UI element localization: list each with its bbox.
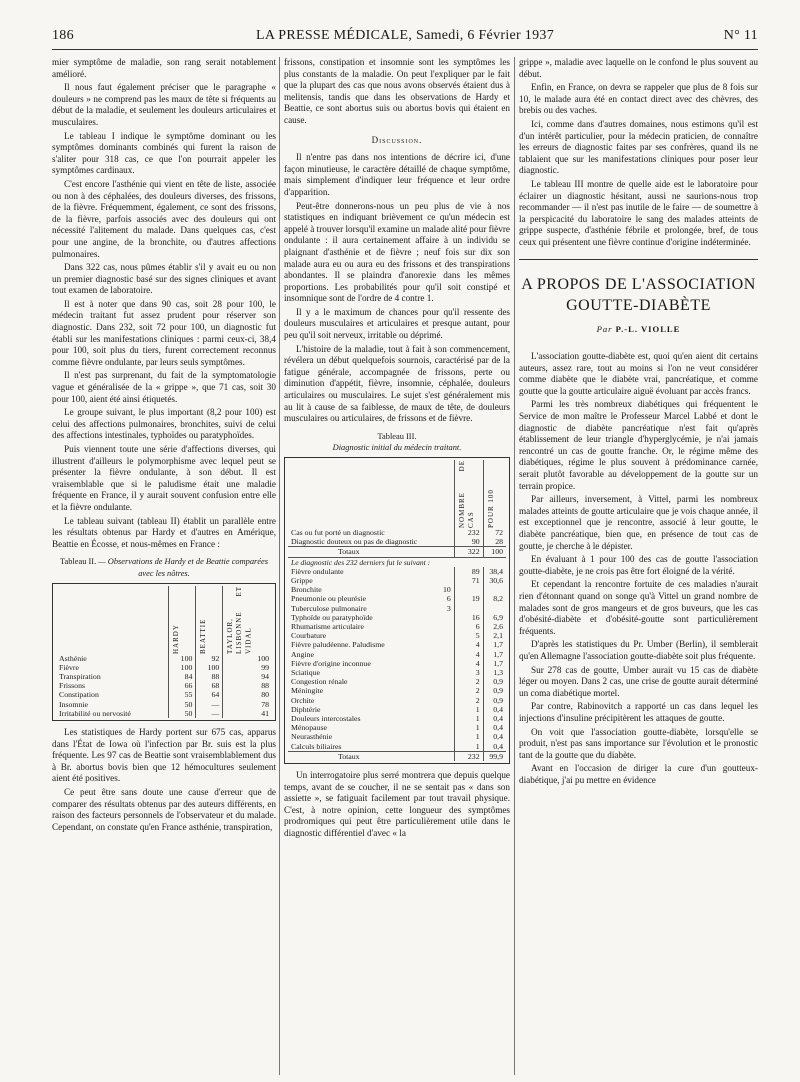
column-1 — [52, 57, 276, 1077]
table-cell — [438, 613, 454, 622]
table2-header: TAYLOR, LISBONNE ET VIDAL — [226, 585, 253, 654]
table-cell: Tuberculose pulmonaire — [291, 603, 367, 613]
table-cell — [438, 567, 454, 576]
table-cell: 100 — [169, 663, 196, 672]
paragraph: Il n'entre pas dans nos intentions de décrire ici, d'une façon minutieuse, le caractère détaillé de chaque symptôme, mais simplement d'indiquer leur fréquence et leur ordre d'apparition. — [284, 152, 510, 197]
table-cell — [483, 585, 506, 594]
table-cell: 232 — [454, 528, 483, 537]
table-cell: 94 — [223, 672, 272, 681]
table-cell: 1,7 — [483, 659, 506, 668]
paragraph: Le tableau III montre de quelle aide est le laboratoire pour éclairer un diagnostic hésitant, aussi ne saurions-nous trop recommander — il n'est pas inutile de le faire — de soumettre à la perspicacité du laboratoire le sang des malades atteints de grippe suspecte, d'asthénie fébrile et prolongée, bref, de tous ceux qui présentent une fièvre continue d'origine indéterminée. — [519, 178, 758, 247]
paragraph: D'après les statistiques du Pr. Umber (Berlin), il semblerait qu'en Allemagne l'association goutte-diabète soit plus fréquente. — [519, 639, 758, 661]
table3-total — [288, 751, 506, 761]
table3-row — [288, 686, 506, 695]
table-cell: 89 — [454, 567, 483, 576]
paragraph: Il est à noter que dans 90 cas, soit 28 pour 100, le médecin traitant fut assez prudent pour réserver son diagnostic. Dans 232, soit 72 pour 100, un diagnostic fut établi sur les manifestations cliniques : parmi ceux-ci, 38,4 pour 100, soit plus du tiers, furent correctement reconnus comme fièvre ondulante, par leurs seuls symptômes. — [52, 298, 276, 367]
table-cell: Ménopause — [291, 723, 327, 733]
table-cell: Grippe — [291, 576, 313, 586]
table3-row — [288, 537, 506, 547]
table3-caption-text: Diagnostic initial du médecin traitant. — [332, 443, 462, 453]
table-cell: 6 — [454, 622, 483, 631]
column-3 — [519, 57, 758, 1077]
paragraph: C'est encore l'asthénie qui vient en tête de liste, associée ou non à des céphalées, des douleurs diverses, des frissons, de la fièvre. Fréquemment, également, ce sont des frissons, de la fièvre, parfois associés avec des douleurs qui ont nécessité l'alitement du malade. Dans quelques cas, c'est pour une angine, de la bronchite, ou d'autres affections pulmonaires. — [52, 178, 276, 259]
table-cell: Diphtérie — [291, 704, 321, 714]
table-cell: Courbature — [291, 631, 327, 641]
table-cell: 99,9 — [483, 751, 506, 761]
table3-row — [288, 585, 506, 594]
table3-row — [288, 528, 506, 537]
table-cell: 0,4 — [483, 714, 506, 723]
table-cell: 50 — [169, 709, 196, 718]
table-cell: 4 — [454, 659, 483, 668]
paragraph: Il y a le maximum de chances pour qu'il ressente des douleurs musculaires et articulaires et presque autant, pour peu qu'il soit nerveux, irritable ou déprimé. — [284, 306, 510, 341]
table-cell: — — [196, 700, 223, 709]
paragraph: L'histoire de la maladie, tout à fait à son commencement, révélera un début quelquefois sournois, caractérisé par de la fatigue générale, accompagnée de frissons, perte ou diminution d'appétit, fièvre, insomnie, céphalée, douleurs articulaires ou musculaires. Le sujet s'est généralement mis au lit à cause de sa faiblesse, de maux de tête, de douleurs musculaires ou articulaires, de frissons et de fièvre. — [284, 343, 510, 424]
table-cell: 0,4 — [483, 742, 506, 752]
table-cell: 0,9 — [483, 677, 506, 686]
table-cell: 100 — [483, 547, 506, 557]
table-cell: 50 — [169, 700, 196, 709]
table-cell: 100 — [169, 654, 196, 663]
table3-row — [288, 742, 506, 752]
paragraph: Sur 278 cas de goutte, Umber aurait vu 15 cas de diabète léger ou moyen. Dans 2 cas, une crise de goutte aurait déterminé un coma diabétique mortel. — [519, 664, 758, 698]
table-cell: Typhoïde ou paratyphoïde — [291, 612, 373, 622]
table-cell: Constipation — [59, 690, 99, 700]
table3 — [284, 457, 510, 764]
table-cell: — — [196, 709, 223, 718]
column-divider — [279, 57, 280, 1075]
table3-row — [288, 650, 506, 659]
table-cell: 6,9 — [483, 613, 506, 622]
table-cell — [483, 604, 506, 613]
table-cell: Cas ou fut porté un diagnostic — [291, 528, 385, 537]
table-cell: 41 — [223, 709, 272, 718]
article-body — [519, 351, 758, 786]
table-cell: Fièvre — [59, 662, 79, 672]
table-cell: 0,4 — [483, 723, 506, 732]
table-cell: 232 — [454, 751, 483, 761]
table3-row — [288, 677, 506, 686]
table-cell: 0,4 — [483, 732, 506, 741]
table3-row — [288, 567, 506, 576]
table-cell: Irritabilité ou nervosité — [59, 708, 131, 718]
paragraph: Le tableau suivant (tableau II) établit un parallèle entre les résultats obtenus par Hardy et d'autres en Amérique, Beattie en Écosse, et nous-mêmes en France : — [52, 515, 276, 549]
table-cell: 90 — [454, 537, 483, 547]
table3-row — [288, 705, 506, 714]
paragraph: L'association goutte-diabète est, quoi qu'en aient dit certains auteurs, assez rare, tout au moins si l'on ne veut considérer comme diabète que le diabète vrai, pancréatique, et comme goutte que la goutte articulaire aiguë évoluant par accès francs. — [519, 351, 758, 396]
table3-row — [288, 668, 506, 677]
table-cell: 1 — [454, 714, 483, 723]
paragraph: On voit que l'association goutte-diabète, lorsqu'elle se produit, n'est pas sans importance sur l'évolution et le pronostic tant de la goutte que du diabète. — [519, 726, 758, 760]
table-cell: 30,6 — [483, 576, 506, 585]
table-cell — [438, 742, 454, 752]
table-cell — [438, 714, 454, 723]
table-cell: Congestion rénale — [291, 677, 348, 687]
table3-caption — [284, 431, 510, 454]
table-cell: 4 — [454, 650, 483, 659]
author-prefix: Par — [596, 323, 613, 334]
paragraph: Parmi les très nombreux diabétiques qui fréquentent le Service de mon maître le Professeur Marcel Labbé et dont le diagnostic de diabète pancréatique n'est fait qu'après établissement de leur triangle d'hyperglycémie, je n'ai jamais rencontré un cas de goutte franche. Or, le régime même des diabétiques, régime le plus souvent à prédominance carnée, serait plutôt favorable au développement de la goutte sur un terrain propice. — [519, 399, 758, 491]
page-number: 186 — [52, 28, 74, 43]
column-2 — [284, 57, 510, 1077]
table-cell: 99 — [223, 663, 272, 672]
paragraph: Ici, comme dans d'autres domaines, nous estimons qu'il est d'un intérêt particulier, pour la médecin praticien, de connaître les erreurs de diagnostic faites par ses confrères, quand ils ne tablaient que sur les manifestations cliniques pour poser leur diagnostic. — [519, 118, 758, 176]
paragraph: En évaluant à 1 pour 100 des cas de goutte l'association goutte-diabète, je ne crois pas être fort éloigné de la vérité. — [519, 554, 758, 576]
table-cell: 84 — [169, 672, 196, 681]
table-cell: 3 — [446, 603, 451, 613]
table-cell: 1,7 — [483, 640, 506, 649]
table3-total-top — [288, 547, 506, 557]
table-cell — [438, 696, 454, 705]
table3-grid — [288, 460, 506, 761]
table-cell — [438, 576, 454, 585]
table-cell: 322 — [454, 547, 483, 557]
table-cell: 1 — [454, 742, 483, 752]
table-cell: Pneumonie ou pleurésie — [291, 594, 366, 604]
table-cell: Diagnostic douteux ou pas de diagnostic — [291, 537, 418, 547]
paragraph: Ce peut être sans doute une cause d'erreur que de comparer des résultats obtenus par des auteurs différents, en raison des facteurs personnels de l'observateur et du malade. Cependant, on constate qu'en France asthénie, transpiration, — [52, 786, 276, 832]
table-cell: 1,3 — [483, 668, 506, 677]
table-cell: Fièvre paludéenne. Paludisme — [291, 640, 385, 650]
table-cell: 38,4 — [483, 567, 506, 576]
table-cell: 88 — [196, 672, 223, 681]
table2-row — [56, 690, 272, 699]
paragraph: Par contre, Rabinovitch a rapporté un cas dans lequel les injections d'insuline précipitèrent les attaques de goutte. — [519, 701, 758, 723]
table2-row — [56, 700, 272, 709]
table-cell — [438, 650, 454, 659]
table-cell: 68 — [196, 681, 223, 690]
table2 — [52, 583, 276, 721]
table2-caption — [52, 556, 276, 579]
table-cell: Méningite — [291, 686, 324, 696]
table2-row — [56, 709, 272, 718]
table3-row — [288, 659, 506, 668]
table2-row — [56, 681, 272, 690]
table-cell: 92 — [196, 654, 223, 663]
table-cell — [438, 640, 454, 649]
table3-row — [288, 714, 506, 723]
paragraph: Et cependant la rencontre fortuite de ces maladies n'aurait rien d'étonnant quand on songe qu'à Vittel un grand nombre de malades sont de gros mangeurs et de gros buveurs, que les cas d'obésité-diabète et d'obésité-goutte sont particulièrement fréquents. — [519, 579, 758, 636]
paragraph: Enfin, en France, on devra se rappeler que plus de 8 fois sur 10, le malade aura été en contact direct avec des chèvres, des brebis ou des vaches. — [519, 82, 758, 116]
table-cell: 6 — [446, 594, 451, 604]
header-rule — [52, 49, 758, 50]
journal-title: LA PRESSE MÉDICALE, Samedi, 6 Février 1937 — [255, 28, 555, 43]
table3-row — [288, 631, 506, 640]
table-cell: Asthénie — [59, 653, 87, 663]
table3-subhead: Le diagnostic des 232 derniers fut le suivant : — [288, 557, 506, 567]
table-cell: 2 — [454, 677, 483, 686]
table-cell — [438, 622, 454, 631]
article-title-line-1: A PROPOS DE L'ASSOCIATION — [521, 275, 756, 293]
table-cell — [454, 585, 483, 594]
table-cell: 19 — [454, 594, 483, 603]
table2-grid — [56, 586, 272, 718]
table-cell — [438, 732, 454, 741]
paragraph: frissons, constipation et insomnie sont les symptômes les plus constants de la maladie. On peut l'expliquer par le fait que la plupart des cas que nous avons observés étaient dus à melitensis, tandis que dans les observations de Hardy et Beattie, ce sont abortus suis ou abortus bovis qui étaient en cause. — [284, 57, 510, 125]
article-separator — [519, 259, 758, 260]
section-heading: Discussion. — [371, 134, 423, 145]
table-cell: Orchite — [291, 695, 315, 705]
table-cell: 71 — [454, 576, 483, 585]
table-cell: 1 — [454, 723, 483, 732]
paragraph: Puis viennent toute une série d'affections diverses, qui illustrent d'ailleurs le polymorphisme avec lequel peut se présenter la fièvre ondulante, à son début. Il est vraisemblable que si le paludisme était une maladie fréquente en France, il y aurait souvent confusion entre elle et la fièvre ondulante. — [52, 444, 276, 512]
table-cell — [454, 604, 483, 613]
table-cell: 5 — [454, 631, 483, 640]
table-cell: Insomnie — [59, 699, 89, 709]
table2-label: Tableau II. — [60, 557, 97, 567]
table-cell: 10 — [442, 585, 451, 595]
paragraph: Un interrogatoire plus serré montrera que depuis quelque temps, avant de se coucher, il ne se sentait pas « dans son assiette », se fatiguait facilement par tout travail physique. C'est, à notre opinion, cette longueur des symptômes prodromiques qui peut être particulièrement utile dans le diagnostic différentiel d'avec « la — [284, 770, 510, 839]
paragraph: grippe », maladie avec laquelle on le confond le plus souvent au début. — [519, 57, 758, 79]
paragraph: Il nous faut également préciser que le paragraphe « douleurs » ne comprend pas les maux de tête si fréquents au début de la maladie, et seulement les douleurs articulaires et musculaires. — [52, 82, 276, 127]
table-cell: 2,1 — [483, 631, 506, 640]
table2-row — [56, 663, 272, 672]
paragraph: Les statistiques de Hardy portent sur 675 cas, apparus dans l'État de Iowa où l'infection par Br. suis est la plus fréquente. Les 97 cas de Beattie sont vraisemblablement dus à Br. abortus bovis bien que 12 hémocultures seulement aient été positives. — [52, 726, 276, 784]
table-cell: 78 — [223, 700, 272, 709]
table2-row — [56, 654, 272, 663]
table-cell: 0,9 — [483, 686, 506, 695]
table3-row — [288, 613, 506, 622]
table3-header: NOMBRE DE CAS — [457, 460, 475, 528]
table3-row — [288, 732, 506, 741]
paragraph: Avant en l'occasion de diriger la cure d'un goutteux-diabétique, j'ai pu mettre en évidence — [519, 763, 758, 785]
paragraph: Il n'est pas surprenant, du fait de la symptomatologie vague et généralisée de la « grippe », que 71 cas, soit 30 pour 100, aient été ainsi étiquetés. — [52, 370, 276, 404]
table-cell: 88 — [223, 681, 272, 690]
table-cell — [438, 677, 454, 686]
table-cell: Bronchite — [291, 585, 322, 595]
table-cell: Angine — [291, 649, 314, 659]
column-divider — [514, 57, 515, 1075]
table-cell — [438, 723, 454, 732]
paragraph: Le groupe suivant, le plus important (8,2 pour 100) est celui des affections pulmonaires, bronchites, suivi de celui des affections intestinales, typhoïdes ou paratyphoïdes. — [52, 407, 276, 441]
table-cell: 28 — [483, 537, 506, 547]
table-cell: 1 — [454, 732, 483, 741]
author-name: P.-L. VIOLLE — [615, 323, 681, 334]
table-cell: Fièvre ondulante — [291, 566, 344, 576]
table-cell: 55 — [169, 690, 196, 699]
table-cell: 2,6 — [483, 622, 506, 631]
table-cell: 72 — [483, 528, 506, 537]
paragraph: Le tableau I indique le symptôme dominant ou les symptômes dominants combinés qui furent la raison de s'aliter pour 318 cas, ce que l'on pourrait appeler les symptômes cardinaux. — [52, 130, 276, 176]
table-cell: Transpiration — [59, 671, 101, 681]
table3-label: Tableau III. — [377, 431, 417, 441]
table-cell: Totaux — [288, 751, 438, 761]
table3-row — [288, 594, 506, 603]
table-cell: 4 — [454, 640, 483, 649]
table2-header: BEATTIE — [199, 618, 208, 654]
table-cell: 16 — [454, 613, 483, 622]
page-header — [52, 28, 758, 48]
paragraph: mier symptôme de maladie, son rang serait notablement amélioré. — [52, 57, 276, 79]
paragraph: Peut-être donnerons-nous un peu plus de vie à nos statistiques en indiquant brièvement ce qu'un médecin est appelé à trouver lorsqu'il examine un malade alité pour fièvre ondulante : il aura certainement affaire à un individu se plaignant d'asthénie et de fièvre ; neuf fois sur dix son malade aura eu ou aura eu des frissons et des transpirations abondantes. Il se plaindra d'anorexie dans les mêmes proportions. Les probabilités pour qu'il soit constipé et insomnique sont de l'ordre de 4 contre 1. — [284, 200, 510, 304]
table-cell: 3 — [454, 668, 483, 677]
table2-caption-text: — Observations de Hardy et de Beattie comparées avec les nôtres. — [98, 557, 268, 578]
article-title-line-2: GOUTTE-DIABÈTE — [566, 296, 711, 314]
table-cell — [438, 705, 454, 714]
table3-row — [288, 640, 506, 649]
table-cell: 100 — [196, 663, 223, 672]
table-cell: Frissons — [59, 681, 85, 691]
article-author — [519, 324, 758, 336]
issue-number: N° 11 — [723, 28, 758, 43]
table-cell: Rhumatisme articulaire — [291, 622, 364, 632]
table-cell — [438, 631, 454, 640]
table-cell: 1,7 — [483, 650, 506, 659]
table-cell: 64 — [196, 690, 223, 699]
table-cell: Douleurs intercostales — [291, 714, 361, 724]
table-cell: 1 — [454, 705, 483, 714]
table-cell: Sciatique — [291, 668, 321, 678]
table-cell: 0,4 — [483, 705, 506, 714]
table-cell: 80 — [223, 690, 272, 699]
table2-header: HARDY — [172, 623, 181, 654]
table-cell — [438, 668, 454, 677]
paragraph: Par ailleurs, inversement, à Vittel, parmi les nombreux malades atteints de goutte articulaire que je vois chaque année, il est exceptionnel que je rencontre, associé à leur goutte, le diabète pancréatique, bien que, en présence de tout cas de goutte, je cherche à le dépister. — [519, 494, 758, 551]
table2-row — [56, 672, 272, 681]
table-cell: 8,2 — [483, 594, 506, 603]
table3-header: POUR 100 — [486, 489, 495, 528]
table-cell: 2 — [454, 696, 483, 705]
paragraph: Dans 322 cas, nous pûmes établir s'il y avait eu ou non un premier diagnostic basé sur des signes cliniques et avant tout examen de laboratoire. — [52, 262, 276, 296]
table3-row — [288, 723, 506, 732]
table-cell: Neurasthénie — [291, 732, 333, 742]
table3-row — [288, 622, 506, 631]
table-cell: Fièvre d'origine inconnue — [291, 658, 371, 668]
table3-row — [288, 576, 506, 585]
table-cell: 66 — [169, 681, 196, 690]
table3-row — [288, 696, 506, 705]
table-cell: Totaux — [288, 547, 438, 557]
table-cell: 0,9 — [483, 696, 506, 705]
table3-row — [288, 604, 506, 613]
table-cell: 2 — [454, 686, 483, 695]
table-cell: Calculs biliaires — [291, 741, 342, 751]
table-cell — [438, 686, 454, 695]
table-cell — [438, 659, 454, 668]
table-cell: 100 — [223, 654, 272, 663]
